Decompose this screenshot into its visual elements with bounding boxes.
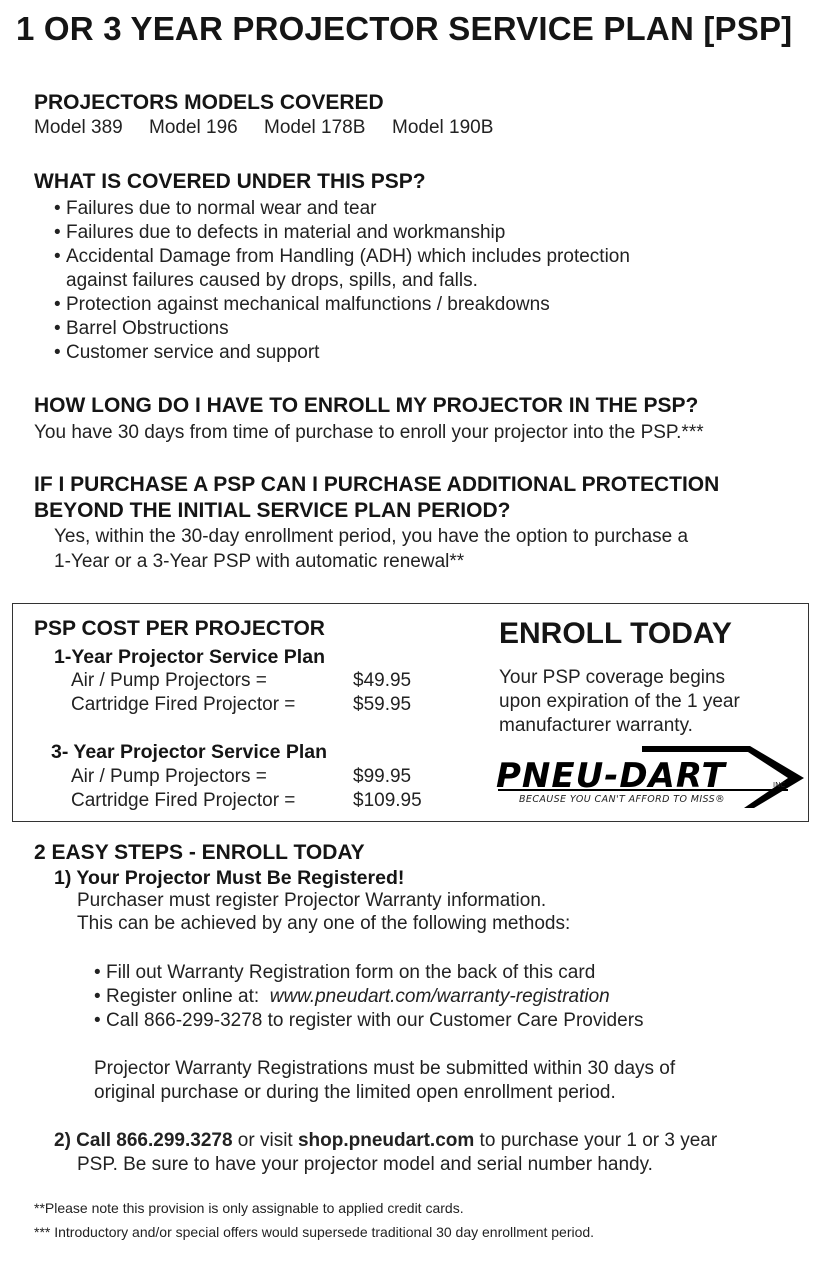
step2-line1: 2) Call 866.299.3278 or visit shop.pneudart.com to purchase your 1 or 3 year	[54, 1130, 718, 1151]
models-heading: PROJECTORS MODELS COVERED	[34, 91, 384, 114]
enroll-time-text: You have 30 days from time of purchase to enroll your projector into the PSP.***	[34, 422, 704, 443]
footnote: **Please note this provision is only assignable to applied credit cards.	[34, 1200, 464, 1216]
additional-heading-line1: IF I PURCHASE A PSP CAN I PURCHASE ADDITIONAL PROTECTION	[34, 473, 720, 496]
method-bullet: • Call 866-299-3278 to register with our Customer Care Providers	[94, 1010, 644, 1031]
price-label: Air / Pump Projectors =	[71, 670, 267, 691]
cost-heading: PSP COST PER PROJECTOR	[34, 617, 325, 640]
price-value: $99.95	[353, 766, 412, 787]
price-value: $59.95	[353, 694, 412, 715]
covered-bullet: • Barrel Obstructions	[54, 318, 229, 339]
covered-bullet: • Protection against mechanical malfunctions / breakdowns	[54, 294, 550, 315]
covered-bullet-continuation: against failures caused by drops, spills, and falls.	[66, 270, 478, 291]
document-title: 1 OR 3 YEAR PROJECTOR SERVICE PLAN [PSP]	[16, 10, 793, 47]
step1-line1: Purchaser must register Projector Warranty information.	[77, 890, 547, 911]
price-label: Cartridge Fired Projector =	[71, 694, 296, 715]
covered-bullet: • Accidental Damage from Handling (ADH) which includes protection	[54, 246, 630, 267]
covered-bullet: • Failures due to normal wear and tear	[54, 198, 377, 219]
logo-wordmark: PNEU-DART	[496, 756, 726, 796]
step1-line2: This can be achieved by any one of the following methods:	[77, 913, 571, 934]
step2-line2: PSP. Be sure to have your projector model and serial number handy.	[77, 1154, 653, 1175]
step1-note-line2: original purchase or during the limited open enrollment period.	[94, 1082, 616, 1103]
model-item: Model 178B	[264, 117, 366, 138]
shop-link[interactable]: shop.pneudart.com	[297, 1130, 475, 1151]
enroll-today-heading: ENROLL TODAY	[499, 617, 732, 650]
step1-note-line1: Projector Warranty Registrations must be submitted within 30 days of	[94, 1058, 676, 1079]
logo-tagline: BECAUSE YOU CAN'T AFFORD TO MISS®	[519, 794, 725, 805]
registration-link[interactable]: www.pneudart.com/warranty-registration	[269, 986, 610, 1007]
step1-title: 1) Your Projector Must Be Registered!	[54, 867, 405, 889]
price-value: $49.95	[353, 670, 412, 691]
model-item: Model 389	[34, 117, 123, 138]
covered-bullet: • Failures due to defects in material and workmanship	[54, 222, 506, 243]
logo-inc: INC	[773, 781, 786, 789]
plan3-name: 3- Year Projector Service Plan	[51, 741, 328, 763]
additional-text-line2: 1-Year or a 3-Year PSP with automatic renewal**	[54, 551, 465, 572]
method-bullet: • Fill out Warranty Registration form on the back of this card	[94, 962, 596, 983]
additional-text-line1: Yes, within the 30-day enrollment period, you have the option to purchase a	[54, 526, 689, 547]
enroll-today-line: manufacturer warranty.	[499, 715, 693, 736]
price-label: Cartridge Fired Projector =	[71, 790, 296, 811]
price-label: Air / Pump Projectors =	[71, 766, 267, 787]
price-value: $109.95	[353, 790, 422, 811]
covered-bullet: • Customer service and support	[54, 342, 320, 363]
method-bullet: • Register online at: www.pneudart.com/warranty-registration	[94, 986, 610, 1007]
steps-heading: 2 EASY STEPS - ENROLL TODAY	[34, 841, 365, 864]
pneu-dart-logo	[492, 742, 808, 812]
plan1-name: 1-Year Projector Service Plan	[54, 646, 325, 668]
enroll-today-line: Your PSP coverage begins	[499, 667, 726, 688]
model-item: Model 196	[149, 117, 238, 138]
covered-heading: WHAT IS COVERED UNDER THIS PSP?	[34, 170, 426, 193]
additional-heading-line2: BEYOND THE INITIAL SERVICE PLAN PERIOD?	[34, 499, 511, 522]
enroll-today-line: upon expiration of the 1 year	[499, 691, 740, 712]
enroll-time-heading: HOW LONG DO I HAVE TO ENROLL MY PROJECTOR IN THE PSP?	[34, 394, 699, 417]
model-item: Model 190B	[392, 117, 494, 138]
footnote: *** Introductory and/or special offers would supersede traditional 30 day enrollment period.	[34, 1224, 595, 1240]
